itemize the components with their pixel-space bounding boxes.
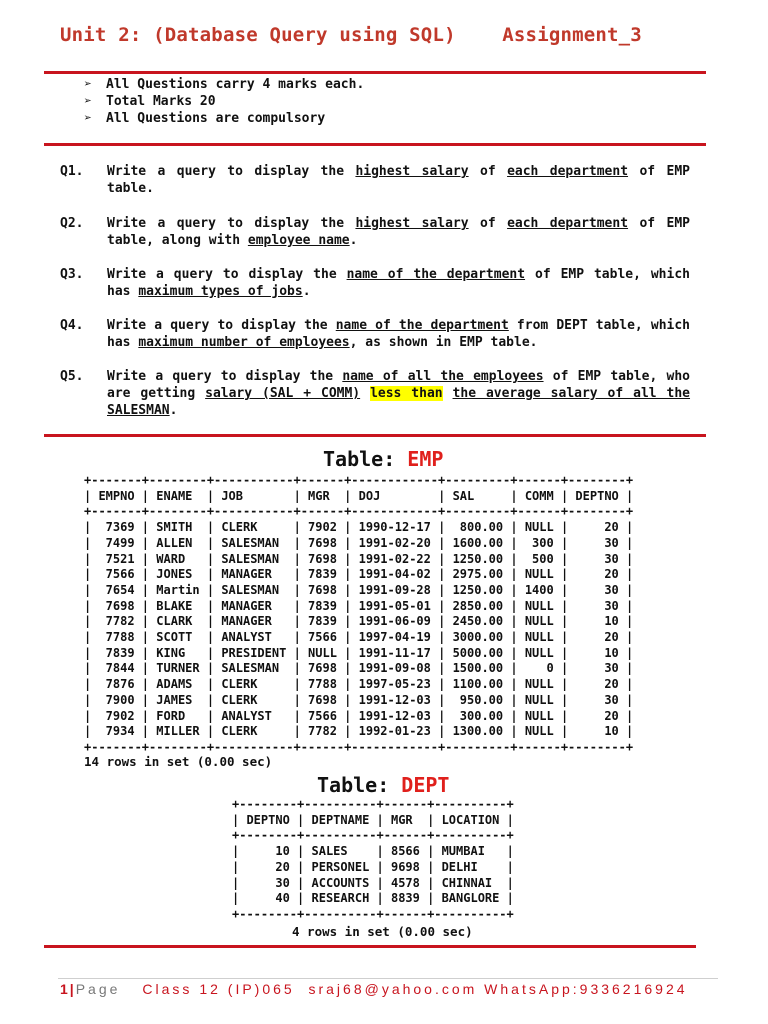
question-text-segment (443, 386, 453, 401)
table-cell: ANALYST (221, 708, 287, 723)
table-cell: 1991-12-03 (358, 708, 431, 723)
table-cell: 4578 (390, 875, 420, 890)
table-cell: CLERK (221, 724, 287, 739)
column-header: DEPTNAME (311, 812, 370, 827)
table-cell: NULL (524, 520, 554, 535)
table-cell: 1600.00 (452, 535, 504, 550)
table-cell: 30 (575, 598, 619, 613)
table-cell: 5000.00 (452, 645, 504, 660)
table-cell: 1250.00 (452, 551, 504, 566)
table-cell: DELHI (441, 859, 500, 874)
table-cell: 30 (575, 661, 619, 676)
column-header: DEPTNO (246, 812, 290, 827)
question-text-segment: Write a query to display the (107, 267, 347, 282)
table-cell: 7654 (98, 582, 135, 597)
table-cell: 9698 (390, 859, 420, 874)
table-cell: 1991-12-03 (358, 692, 431, 707)
question-text-segment: . (302, 284, 311, 299)
table-cell: JAMES (156, 692, 200, 707)
question-text-segment: of EMP table, which has (107, 267, 690, 299)
table-cell: SALESMAN (221, 582, 287, 597)
question-number: Q1. (60, 164, 84, 179)
underlined-text: employee name (247, 233, 350, 248)
table-cell: 7698 (308, 582, 337, 597)
table-cell: 1991-11-17 (358, 645, 431, 660)
table-cell: 7698 (308, 535, 337, 550)
table-cell: 3000.00 (452, 630, 504, 645)
emp-table-title: Table: EMP (323, 447, 444, 471)
table-cell: 1991-05-01 (358, 598, 431, 613)
column-header: LOCATION (441, 812, 500, 827)
dept-table-title: Table: DEPT (317, 773, 450, 797)
table-cell: SCOTT (156, 630, 200, 645)
column-header: SAL (452, 488, 504, 503)
table-cell: NULL (524, 645, 554, 660)
column-header: ENAME (156, 488, 200, 503)
question-number: Q4. (60, 318, 84, 333)
table-cell: 7499 (98, 535, 135, 550)
page-number: 1 (60, 981, 68, 997)
table-cell: 500 (524, 551, 554, 566)
table-cell: 10 (575, 724, 619, 739)
underlined-text: name of the department (335, 318, 509, 333)
question-text-segment: of EMP table. (107, 164, 690, 196)
underlined-text: each department (507, 164, 629, 179)
table-cell: 7566 (308, 708, 337, 723)
table-cell: ADAMS (156, 677, 200, 692)
table-cell: 2975.00 (452, 567, 504, 582)
question-text-segment: of (468, 164, 508, 179)
question-text-segment: of EMP table, along with (107, 216, 690, 248)
emp-rowcount: 14 rows in set (0.00 sec) (84, 754, 273, 769)
question-text-segment: of EMP table, who are getting (107, 369, 690, 401)
page-footer: 1 | Page Class 12 (IP)065 sraj68@yahoo.com WhatsApp:9336216924 (60, 981, 688, 997)
question-number: Q5. (60, 369, 84, 384)
table-cell: 7698 (308, 661, 337, 676)
table-cell: 1991-02-20 (358, 535, 431, 550)
question-text (107, 215, 690, 249)
table-cell: 0 (524, 661, 554, 676)
table-cell: 7369 (98, 520, 135, 535)
table-cell: BANGLORE (441, 891, 500, 906)
table-cell: 20 (575, 520, 619, 535)
divider (44, 434, 706, 437)
table-cell: SALES (311, 844, 370, 859)
table-cell: 10 (575, 614, 619, 629)
table-cell: 1500.00 (452, 661, 504, 676)
question-text (107, 163, 690, 197)
table-cell: 1997-05-23 (358, 677, 431, 692)
table-cell: PERSONEL (311, 859, 370, 874)
column-header: DOJ (358, 488, 431, 503)
question-text (107, 368, 690, 419)
table-cell: 1991-02-22 (358, 551, 431, 566)
question-text-segment: Write a query to display the (107, 216, 356, 231)
table-cell: JONES (156, 567, 200, 582)
footer-divider (58, 978, 718, 979)
question-text-segment: . (349, 233, 358, 248)
table-cell: 1990-12-17 (358, 520, 431, 535)
footer-info: Class 12 (IP)065 sraj68@yahoo.com WhatsApp:9336216924 (142, 981, 688, 997)
table-cell: 8839 (390, 891, 420, 906)
question-text-segment: Write a query to display the (107, 164, 356, 179)
question-text-segment: Write a query to display the (107, 369, 343, 384)
table-cell: SALESMAN (221, 551, 287, 566)
question-text-segment: . (169, 403, 178, 418)
table-cell: 20 (575, 567, 619, 582)
table-cell: 1400 (524, 582, 554, 597)
question-text-segment: , as shown in EMP table. (349, 335, 538, 350)
table-cell: MANAGER (221, 598, 287, 613)
table-cell: NULL (524, 677, 554, 692)
table-cell: 30 (575, 535, 619, 550)
table-cell: RESEARCH (311, 891, 370, 906)
table-cell: 20 (575, 630, 619, 645)
table-cell: ALLEN (156, 535, 200, 550)
table-cell: 8566 (390, 844, 420, 859)
table-cell: 1991-04-02 (358, 567, 431, 582)
table-cell: MANAGER (221, 567, 287, 582)
table-cell: 7521 (98, 551, 135, 566)
table-cell: 7782 (98, 614, 135, 629)
underlined-text: name of the department (346, 267, 526, 282)
table-cell: MILLER (156, 724, 200, 739)
table-cell: WARD (156, 551, 200, 566)
table-cell: 20 (246, 859, 290, 874)
table-cell: 7566 (98, 567, 135, 582)
underlined-text: the average salary of all the SALESMAN (107, 386, 691, 418)
table-cell: NULL (524, 614, 554, 629)
table-cell: 300 (524, 535, 554, 550)
table-cell: 7782 (308, 724, 337, 739)
table-cell: 1100.00 (452, 677, 504, 692)
table-cell: 7844 (98, 661, 135, 676)
underlined-text: highest salary (355, 164, 469, 179)
arrow-bullet-icon: ➢ (84, 94, 92, 109)
table-cell: CHINNAI (441, 875, 500, 890)
question-text-segment: from DEPT table, which has (107, 318, 690, 350)
table-cell: 800.00 (452, 520, 504, 535)
column-header: MGR (308, 488, 337, 503)
table-cell: PRESIDENT (221, 645, 287, 660)
question-text-segment (360, 386, 370, 401)
table-cell: NULL (524, 567, 554, 582)
question-number: Q3. (60, 267, 84, 282)
table-cell: SALESMAN (221, 661, 287, 676)
table-cell: NULL (524, 724, 554, 739)
table-cell: NULL (308, 645, 337, 660)
table-cell: NULL (524, 708, 554, 723)
table-cell: 7902 (98, 708, 135, 723)
table-cell: ACCOUNTS (311, 875, 370, 890)
underlined-text: maximum number of employees (138, 335, 350, 350)
underlined-text: salary (SAL + COMM) (205, 386, 361, 401)
arrow-bullet-icon: ➢ (84, 111, 92, 126)
table-cell: 20 (575, 708, 619, 723)
question-text (107, 317, 690, 351)
emp-table: +-------+--------+-----------+------+------------+---------+------+--------+ | EMPNO | ENAME | JOB | MGR | DOJ | SAL | COMM | DEPTNO | +-------+--------+-----------+------+------------+---------+------+--------+ | 7369 | SMITH | CLERK | 7902 | 1990-12-17 | 800.00 | NULL | 20 | | 7499 | ALLEN | SALESMAN | 7698 | 1991-02-20 | 1600.00 | 300 | 30 | | 7521 | WARD | SALESMAN | 7698 | 1991-02-22 | 1250.00 | 500 | 30 | | 7566 | JONES | MANAGER | 7839 | 1991-04-02 | 2975.00 | NULL | 20 | | 7654 | Martin | SALESMAN | 7698 | 1991-09-28 | 1250.00 | 1400 | 30 | | 7698 | BLAKE | MANAGER | 7839 | 1991-05-01 | 2850.00 | NULL | 30 | | 7782 | CLARK | MANAGER | 7839 | 1991-06-09 | 2450.00 | NULL | 10 | | 7788 | SCOTT | ANALYST | 7566 | 1997-04-19 | 3000.00 | NULL | 20 | | 7839 | KING | PRESIDENT | NULL | 1991-11-17 | 5000.00 | NULL | 10 | | 7844 | TURNER | SALESMAN | 7698 | 1991-09-08 | 1500.00 | 0 | 30 | | 7876 | ADAMS | CLERK | 7788 | 1997-05-23 | 1100.00 | NULL | 20 | | 7900 | JAMES | CLERK | 7698 | 1991-12-03 | 950.00 | NULL | 30 | | 7902 | FORD | ANALYST | 7566 | 1991-12-03 | 300.00 | NULL | 20 | | 7934 | MILLER | CLERK | 7782 | 1992-01-23 | 1300.00 | NULL | 10 | +-------+--------+-----------+------+------------+---------+------+--------+ (84, 473, 634, 754)
table-cell: 7839 (308, 614, 337, 629)
table-cell: 1300.00 (452, 724, 504, 739)
divider (44, 945, 696, 948)
divider (44, 71, 706, 74)
table-cell: BLAKE (156, 598, 200, 613)
dept-table: +--------+----------+------+----------+ | DEPTNO | DEPTNAME | MGR | LOCATION | +--------+----------+------+----------+ | 10 | SALES | 8566 | MUMBAI | | 20 | PERSONEL | 9698 | DELHI | | 30 | ACCOUNTS | 4578 | CHINNAI | | 40 | RESEARCH | 8839 | BANGLORE | +--------+----------+------+----------+ (232, 797, 514, 921)
underlined-text: maximum types of jobs (138, 284, 303, 299)
divider (44, 143, 706, 146)
table-cell: 7698 (98, 598, 135, 613)
column-header: MGR (390, 812, 420, 827)
table-cell: 7839 (308, 567, 337, 582)
question-text-segment: Write a query to display the (107, 318, 336, 333)
table-cell: 10 (575, 645, 619, 660)
table-cell: FORD (156, 708, 200, 723)
underlined-text: highest salary (355, 216, 469, 231)
table-cell: 1991-09-08 (358, 661, 431, 676)
table-cell: 7876 (98, 677, 135, 692)
table-cell: 7839 (98, 645, 135, 660)
table-cell: 30 (246, 875, 290, 890)
table-cell: CLERK (221, 677, 287, 692)
column-header: DEPTNO (575, 488, 619, 503)
table-cell: NULL (524, 692, 554, 707)
table-cell: 7902 (308, 520, 337, 535)
table-cell: 20 (575, 677, 619, 692)
underlined-text: name of all the employees (342, 369, 544, 384)
table-cell: 10 (246, 844, 290, 859)
column-header: EMPNO (98, 488, 135, 503)
table-cell: 7698 (308, 551, 337, 566)
table-cell: CLARK (156, 614, 200, 629)
table-cell: 7788 (98, 630, 135, 645)
instruction-item: ➢ Total Marks 20 (84, 94, 216, 109)
table-cell: 1991-06-09 (358, 614, 431, 629)
table-cell: SMITH (156, 520, 200, 535)
table-cell: 40 (246, 891, 290, 906)
table-cell: NULL (524, 598, 554, 613)
table-cell: 2450.00 (452, 614, 504, 629)
table-cell: CLERK (221, 520, 287, 535)
page-label: Page (75, 981, 121, 997)
table-cell: 7566 (308, 630, 337, 645)
table-cell: ANALYST (221, 630, 287, 645)
column-header: COMM (524, 488, 554, 503)
table-cell: TURNER (156, 661, 200, 676)
table-cell: 7839 (308, 598, 337, 613)
highlighted-text: less than (370, 386, 443, 401)
table-cell: 7788 (308, 677, 337, 692)
page-title: Unit 2: (Database Query using SQL) Assignment_3 (60, 24, 642, 46)
table-cell: 1997-04-19 (358, 630, 431, 645)
question-number: Q2. (60, 216, 84, 231)
table-cell: CLERK (221, 692, 287, 707)
table-cell: KING (156, 645, 200, 660)
table-cell: 300.00 (452, 708, 504, 723)
table-cell: 30 (575, 692, 619, 707)
instruction-item: ➢ All Questions are compulsory (84, 111, 326, 126)
question-text-segment: of (468, 216, 508, 231)
table-cell: 1250.00 (452, 582, 504, 597)
table-cell: 7698 (308, 692, 337, 707)
table-cell: 7900 (98, 692, 135, 707)
question-text (107, 266, 690, 300)
underlined-text: each department (507, 216, 629, 231)
table-cell: 30 (575, 582, 619, 597)
dept-rowcount: 4 rows in set (0.00 sec) (292, 924, 473, 939)
table-cell: 30 (575, 551, 619, 566)
table-cell: Martin (156, 582, 200, 597)
table-cell: NULL (524, 630, 554, 645)
table-cell: 950.00 (452, 692, 504, 707)
instruction-item: ➢ All Questions carry 4 marks each. (84, 77, 365, 92)
arrow-bullet-icon: ➢ (84, 77, 92, 92)
table-cell: SALESMAN (221, 535, 287, 550)
instructions-list (84, 76, 364, 127)
table-cell: MUMBAI (441, 844, 500, 859)
table-cell: 7934 (98, 724, 135, 739)
table-cell: 1991-09-28 (358, 582, 431, 597)
column-header: JOB (221, 488, 287, 503)
table-cell: 2850.00 (452, 598, 504, 613)
table-cell: MANAGER (221, 614, 287, 629)
table-cell: 1992-01-23 (358, 724, 431, 739)
